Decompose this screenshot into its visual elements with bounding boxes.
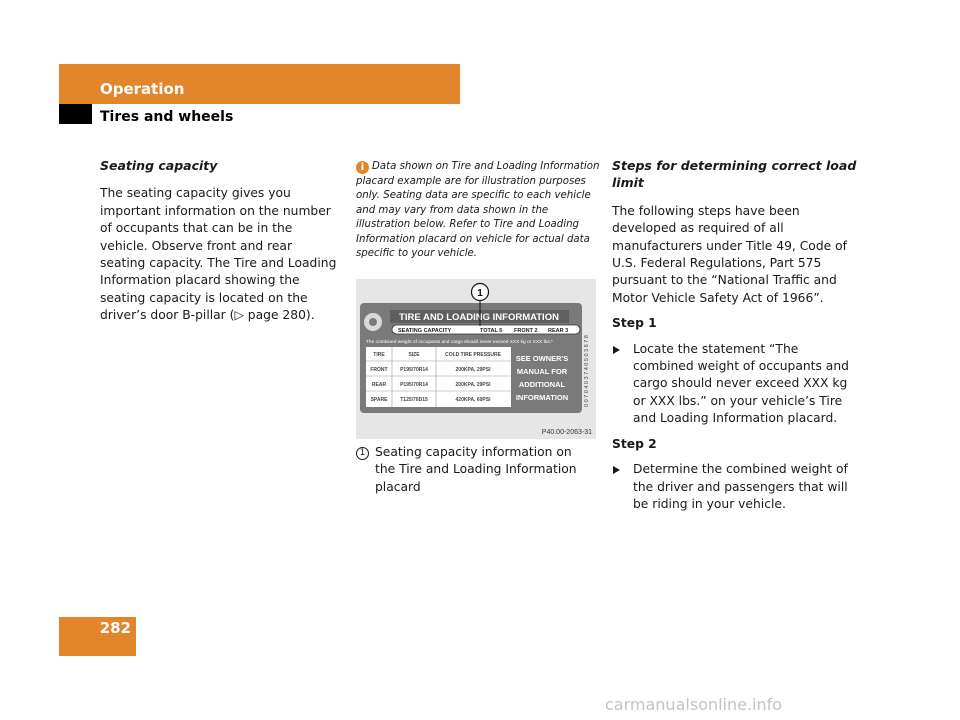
tire-icon-hub (369, 318, 377, 326)
col-size: SIZE (408, 352, 420, 358)
row-rear-pressure: 200KPA, 29PSI (455, 382, 491, 388)
step-1-item (612, 341, 857, 428)
bullet-arrow-icon (613, 466, 620, 474)
seating-total: TOTAL 5 (480, 328, 503, 334)
placard-figure (356, 279, 596, 439)
figure-caption (356, 444, 596, 496)
figure-code: P40.00-2063-31 (541, 429, 592, 436)
col-tire: TIRE (373, 352, 385, 358)
weight-note: The combined weight of occupants and cargo should never exceed XXX kg or XXX lbs.* (366, 340, 553, 345)
info-note (356, 160, 600, 262)
caption-number: 1 (356, 447, 369, 460)
seating-rear: REAR 3 (548, 328, 569, 334)
left-column (100, 157, 340, 333)
row-rear-tire: REAR (371, 382, 387, 388)
row-rear-size: P195/70R14 (400, 382, 428, 388)
subsection-title: Tires and wheels (100, 109, 234, 125)
step-2-text: Determine the combined weight of the driver and passengers that will be riding in your vehicle. (633, 462, 848, 511)
watermark: carmanualsonline.info (605, 695, 783, 714)
placard-title: TIRE AND LOADING INFORMATION (399, 312, 559, 323)
bullet-arrow-icon (613, 346, 620, 354)
row-front-tire: FRONT (370, 367, 388, 373)
info-note-text: Data shown on Tire and Loading Information placard example are for illustration purposes only. Seating data are specific to each vehicle and may vary from data shown in the illustration below. Refer to Tire and Loading Information placard on vehicle for actual data specific to your vehicle. (356, 161, 600, 259)
row-spare-pressure: 420KPA, 60PSI (455, 397, 491, 403)
section-marker (59, 104, 92, 124)
step-1-label: Step 1 (612, 316, 657, 331)
placard-illustration (356, 279, 596, 439)
row-front-size: P195/70R14 (400, 367, 428, 373)
info-icon: i (356, 161, 369, 174)
section-title: Operation (100, 80, 185, 98)
seating-capacity-label: SEATING CAPACITY (398, 328, 452, 334)
placard-side-code: 0 0 7 0 4 0 3 7 4 0 5 0 3 8 7 8 (584, 335, 590, 407)
row-spare-size: T125/70D15 (400, 397, 428, 403)
step-1-text: Locate the statement “The combined weight of occupants and cargo should never exceed XXX kg or XXX lbs.” on your vehicle’s Tire and Loading Information placard. (633, 341, 849, 426)
right-column (612, 157, 857, 521)
caption-text: Seating capacity information on the Tire and Loading Information placard (375, 445, 577, 494)
manual-line-2: MANUAL FOR (516, 367, 568, 376)
manual-line-1: SEE OWNER'S (515, 354, 569, 363)
step-2-item (612, 461, 857, 513)
row-front-pressure: 200KPA, 29PSI (455, 367, 491, 373)
page-number: 282 (99, 619, 131, 637)
manual-line-4: INFORMATION (515, 393, 569, 402)
step-2-label: Step 2 (612, 436, 657, 451)
load-limit-intro: The following steps have been developed as required of all manufacturers under Title 49, Code of U.S. Federal Regulations, Part 575 pursuant to the “National Traffic and Motor Vehicle Safety Act of 1966”. (612, 203, 847, 305)
col-pressure: COLD TIRE PRESSURE (445, 352, 501, 358)
seating-capacity-heading: Seating capacity (100, 158, 218, 173)
load-limit-heading: Steps for determining correct load limit (612, 158, 857, 191)
row-spare-tire: SPARE (370, 397, 388, 403)
middle-column (356, 160, 600, 262)
seating-capacity-text: The seating capacity gives you important information on the number of occupants that can be in the vehicle. Observe front and rear seating capacity. The Tire and Loading Information placard showing the seating capacity is located on the driver’s door B-pillar (▷ page 280). (100, 186, 337, 323)
callout-number: 1 (477, 288, 483, 299)
manual-line-3: ADDITIONAL (518, 380, 566, 389)
seating-front: FRONT 2 (514, 328, 538, 334)
